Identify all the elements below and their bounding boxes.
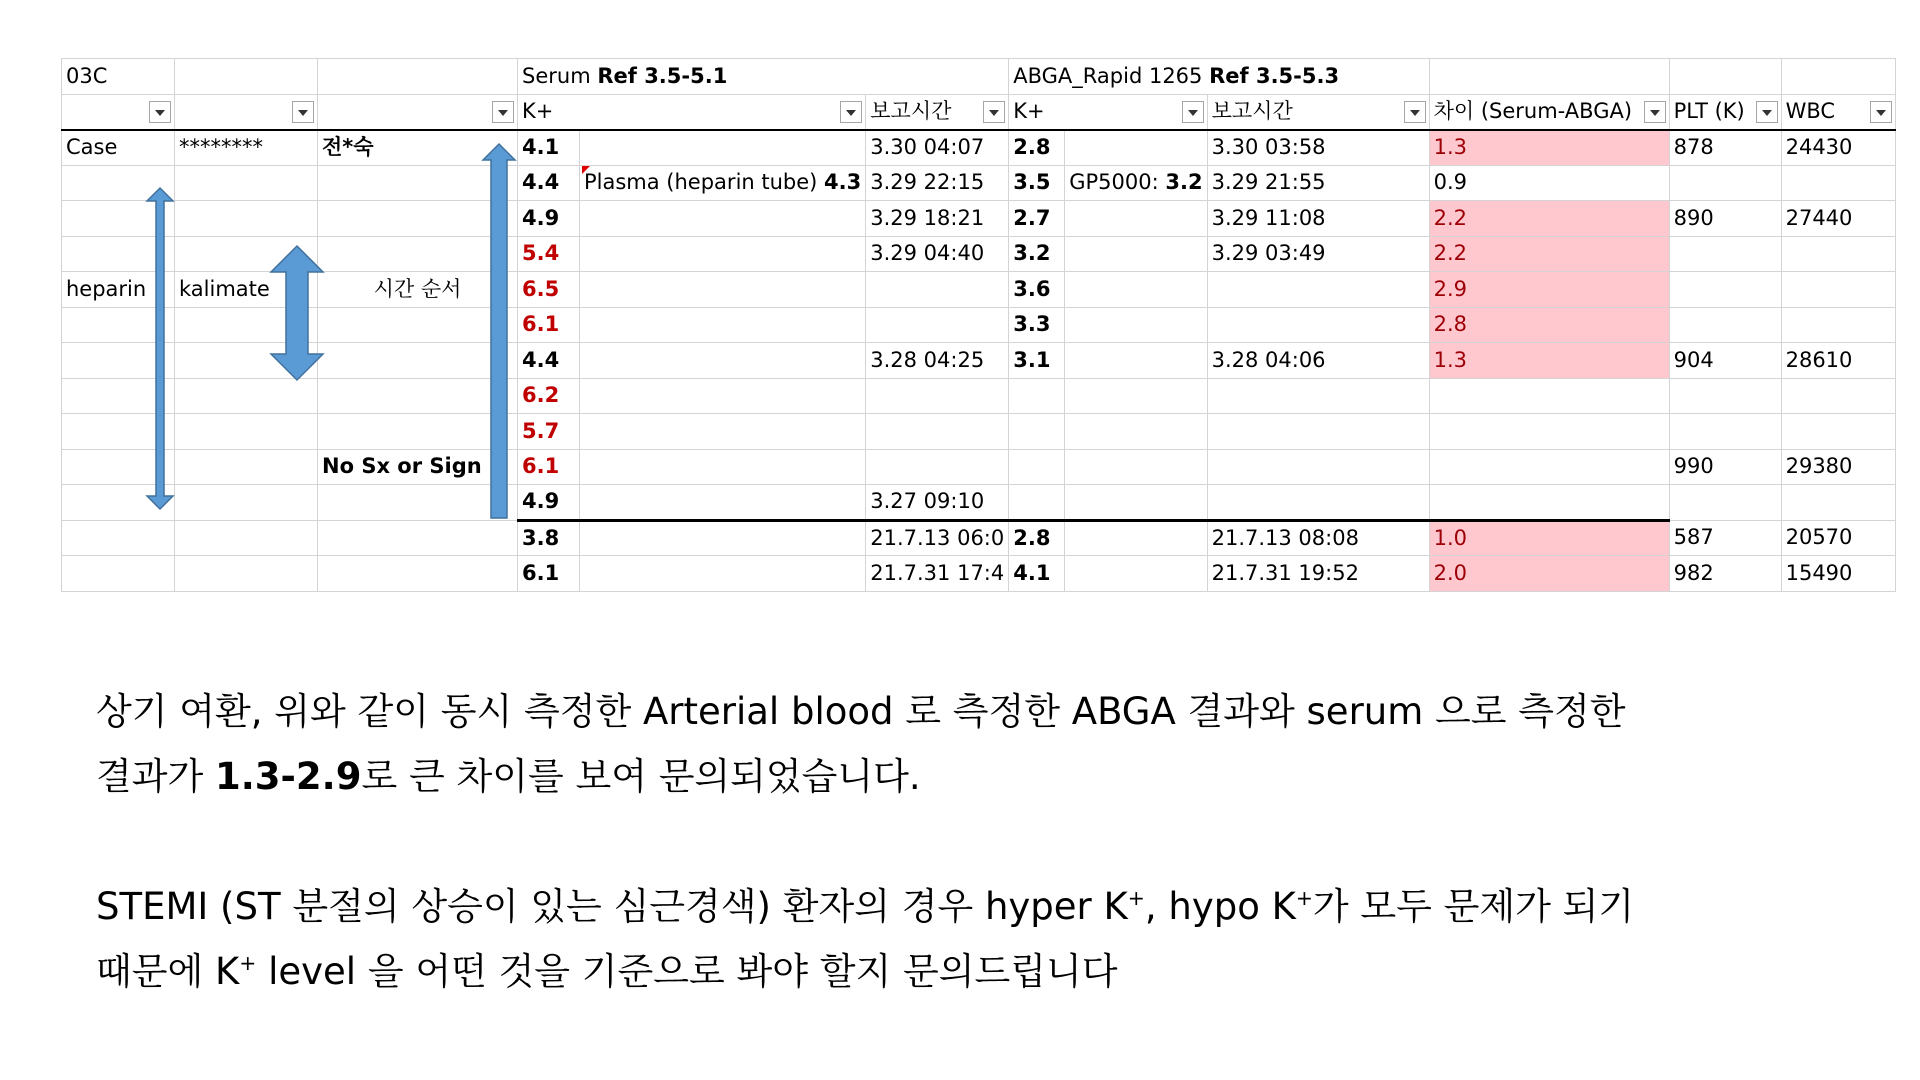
serum-note-cell[interactable] [580,343,866,379]
serum-note-cell[interactable] [580,378,866,414]
table-row [62,130,1896,166]
diff-value[interactable]: 2.8 [1429,307,1669,343]
abga-note-cell[interactable]: GP5000: 3.2 [1065,165,1207,201]
serum-k-value[interactable]: 4.4 [518,165,580,201]
header-plt[interactable]: PLT (K) [1669,94,1781,130]
serum-ref-header[interactable]: Serum Ref 3.5-5.1 [518,59,1009,95]
cell-col-b[interactable] [175,414,318,450]
cell-col-b[interactable] [175,520,318,556]
plt-value[interactable] [1669,165,1781,201]
abga-k-value[interactable]: 3.2 [1009,236,1065,272]
serum-report-time[interactable]: 3.29 18:21 [866,201,1009,237]
abga-report-time[interactable]: 3.30 03:58 [1207,130,1429,166]
abga-note-cell[interactable] [1065,272,1207,308]
table-row [62,272,1896,308]
abga-report-time[interactable]: 21.7.31 19:52 [1207,556,1429,592]
table-row [62,520,1896,556]
abga-k-value[interactable] [1009,378,1065,414]
cell-col-a[interactable] [62,414,175,450]
diff-value[interactable] [1429,378,1669,414]
serum-k-value[interactable]: 6.2 [518,378,580,414]
serum-k-value[interactable]: 3.8 [518,520,580,556]
plt-value[interactable]: 890 [1669,201,1781,237]
table-row [62,556,1896,592]
cell-col-b[interactable] [175,201,318,237]
filter-dropdown-icon[interactable] [1182,101,1204,123]
header-wbc[interactable]: WBC [1781,94,1895,130]
serum-k-value[interactable]: 4.4 [518,343,580,379]
abga-note-cell[interactable] [1065,556,1207,592]
serum-note-cell[interactable] [580,201,866,237]
wbc-value[interactable] [1781,485,1895,521]
abga-note-cell[interactable] [1065,343,1207,379]
abga-report-time[interactable]: 3.28 04:06 [1207,343,1429,379]
cell-col-c[interactable] [318,520,518,556]
cell-col-c[interactable] [318,414,518,450]
serum-note-cell[interactable]: Plasma (heparin tube) 4.3 [580,165,866,201]
abga-k-value[interactable] [1009,485,1065,521]
cell-col-b[interactable] [175,556,318,592]
serum-note-cell[interactable] [580,414,866,450]
cell-col-a[interactable] [62,520,175,556]
abga-k-value[interactable] [1009,449,1065,485]
diff-value[interactable]: 0.9 [1429,165,1669,201]
serum-k-value[interactable]: 6.1 [518,307,580,343]
abga-k-value[interactable]: 3.6 [1009,272,1065,308]
header-col-c[interactable] [318,94,518,130]
header-diff[interactable]: 차이 (Serum-ABGA) [1429,94,1669,130]
serum-report-time[interactable] [866,307,1009,343]
wbc-value[interactable] [1781,414,1895,450]
serum-k-value[interactable]: 5.7 [518,414,580,450]
wbc-value[interactable] [1781,378,1895,414]
filter-dropdown-icon[interactable] [492,101,514,123]
cell-col-c[interactable] [318,236,518,272]
diff-value[interactable]: 2.2 [1429,236,1669,272]
serum-k-value[interactable]: 4.9 [518,201,580,237]
cell-col-b[interactable] [175,378,318,414]
abga-k-value[interactable] [1009,414,1065,450]
filter-dropdown-icon[interactable] [840,101,862,123]
header-k-serum[interactable]: K+ [518,94,866,130]
spreadsheet-table [61,58,1896,592]
cell-col-c[interactable] [318,201,518,237]
serum-note-cell[interactable] [580,449,866,485]
plt-value[interactable]: 878 [1669,130,1781,166]
cell-col-c[interactable]: 시간 순서 [318,272,518,308]
serum-note-cell[interactable] [580,520,866,556]
abga-k-value[interactable]: 3.5 [1009,165,1065,201]
abga-report-time[interactable] [1207,449,1429,485]
abga-note-cell[interactable] [1065,414,1207,450]
diff-value[interactable]: 2.9 [1429,272,1669,308]
table-row [62,414,1896,450]
cell-col-c[interactable] [318,343,518,379]
cell-col-a[interactable] [62,485,175,521]
abga-report-time[interactable] [1207,272,1429,308]
abga-k-value[interactable]: 2.8 [1009,130,1065,166]
plt-value[interactable] [1669,378,1781,414]
diff-value[interactable]: 2.0 [1429,556,1669,592]
serum-note-cell[interactable] [580,556,866,592]
plt-value[interactable]: 990 [1669,449,1781,485]
table-header-row [62,94,1896,130]
diff-value[interactable] [1429,414,1669,450]
serum-k-value[interactable]: 5.4 [518,236,580,272]
cell-col-b[interactable] [175,165,318,201]
cell-col-a[interactable] [62,165,175,201]
wbc-value[interactable] [1781,272,1895,308]
abga-report-time[interactable]: 21.7.13 08:08 [1207,520,1429,556]
cell-col-a[interactable] [62,378,175,414]
filter-dropdown-icon[interactable] [1756,101,1778,123]
cell-col-a[interactable] [62,201,175,237]
wbc-value[interactable]: 15490 [1781,556,1895,592]
serum-k-value[interactable]: 6.1 [518,449,580,485]
abga-note-cell[interactable] [1065,378,1207,414]
diff-value[interactable]: 1.3 [1429,343,1669,379]
plt-value[interactable]: 587 [1669,520,1781,556]
cell-col-a[interactable]: heparin [62,272,175,308]
wbc-value[interactable]: 20570 [1781,520,1895,556]
cell-col-b[interactable]: ******** [175,130,318,166]
header-k-abga[interactable]: K+ [1009,94,1207,130]
serum-note-cell[interactable] [580,485,866,521]
wbc-value[interactable]: 29380 [1781,449,1895,485]
header-col-a[interactable] [62,94,175,130]
abga-note-cell[interactable] [1065,236,1207,272]
filter-dropdown-icon[interactable] [1404,101,1426,123]
serum-report-time[interactable]: 3.30 04:07 [866,130,1009,166]
wbc-value[interactable] [1781,307,1895,343]
cell-col-b[interactable] [175,343,318,379]
abga-report-time[interactable]: 3.29 21:55 [1207,165,1429,201]
table-row [62,165,1896,201]
abga-report-time[interactable] [1207,485,1429,521]
abga-report-time[interactable]: 3.29 03:49 [1207,236,1429,272]
abga-ref-header[interactable]: ABGA_Rapid 1265 Ref 3.5-5.3 [1009,59,1429,95]
serum-k-value[interactable]: 4.9 [518,485,580,521]
abga-k-value[interactable]: 3.3 [1009,307,1065,343]
header-report-time-1[interactable]: 보고시간 [866,94,1009,130]
serum-report-time[interactable]: 3.27 09:10 [866,485,1009,521]
cell-col-b[interactable] [175,485,318,521]
plt-value[interactable] [1669,236,1781,272]
plt-value[interactable] [1669,485,1781,521]
table-row [62,378,1896,414]
abga-note-cell[interactable] [1065,307,1207,343]
serum-note-cell[interactable] [580,130,866,166]
serum-report-time[interactable] [866,378,1009,414]
wbc-value[interactable]: 24430 [1781,130,1895,166]
serum-k-value[interactable]: 6.5 [518,272,580,308]
diff-value[interactable]: 1.3 [1429,130,1669,166]
plt-value[interactable] [1669,414,1781,450]
serum-note-cell[interactable] [580,236,866,272]
paragraph-1: 상기 여환, 위와 같이 동시 측정한 Arterial blood 로 측정한 ABGA 결과와 serum 으로 측정한 결과가 1.3-2.9로 큰 차이를 보여 문의되었습니다. [96,690,1626,798]
serum-report-time[interactable]: 3.28 04:25 [866,343,1009,379]
cell-col-b[interactable] [175,449,318,485]
filter-dropdown-icon[interactable] [1644,101,1666,123]
plt-value[interactable]: 982 [1669,556,1781,592]
plt-value[interactable]: 904 [1669,343,1781,379]
header-col-b[interactable] [175,94,318,130]
cell-title[interactable]: 03C [62,59,175,95]
table-row [62,343,1896,379]
abga-note-cell[interactable] [1065,201,1207,237]
wbc-value[interactable] [1781,165,1895,201]
serum-report-time[interactable] [866,414,1009,450]
plt-value[interactable] [1669,307,1781,343]
table-row [62,236,1896,272]
serum-k-value[interactable]: 4.1 [518,130,580,166]
paragraph-2: STEMI (ST 분절의 상승이 있는 심근경색) 환자의 경우 hyper K+, hypo K+가 모두 문제가 되기 때문에 K+ level 을 어떤 것을 기준으로 봐야 할지 문의드립니다 [96,885,1635,993]
plt-value[interactable] [1669,272,1781,308]
cell-col-c[interactable]: No Sx or Sign [318,449,518,485]
wbc-value[interactable]: 27440 [1781,201,1895,237]
abga-k-value[interactable]: 4.1 [1009,556,1065,592]
cell-col-c[interactable] [318,378,518,414]
cell-col-b[interactable]: kalimate [175,272,318,308]
wbc-value[interactable] [1781,236,1895,272]
cell-col-a[interactable] [62,556,175,592]
cell-col-c[interactable] [318,307,518,343]
filter-dropdown-icon[interactable] [149,101,171,123]
table-row [62,201,1896,237]
abga-report-time[interactable] [1207,378,1429,414]
serum-report-time[interactable]: 3.29 04:40 [866,236,1009,272]
cell-col-c[interactable] [318,556,518,592]
diff-value[interactable] [1429,485,1669,521]
cell-col-a[interactable] [62,307,175,343]
table-row [62,307,1896,343]
cell-col-b[interactable] [175,236,318,272]
abga-report-time[interactable] [1207,307,1429,343]
serum-report-time[interactable] [866,449,1009,485]
cell-col-a[interactable] [62,236,175,272]
serum-note-cell[interactable] [580,272,866,308]
table-row [62,485,1896,521]
cell-col-b[interactable] [175,307,318,343]
cell-col-a[interactable]: Case [62,130,175,166]
abga-k-value[interactable]: 2.7 [1009,201,1065,237]
serum-report-time[interactable]: 3.29 22:15 [866,165,1009,201]
serum-k-value[interactable]: 6.1 [518,556,580,592]
cell-col-a[interactable] [62,449,175,485]
cell-col-c[interactable]: 전*숙 [318,130,518,166]
abga-note-cell[interactable] [1065,485,1207,521]
abga-note-cell[interactable] [1065,449,1207,485]
abga-report-time[interactable] [1207,414,1429,450]
filter-dropdown-icon[interactable] [292,101,314,123]
filter-dropdown-icon[interactable] [1870,101,1892,123]
serum-report-time[interactable]: 21.7.31 17:4 [866,556,1009,592]
table-row [62,449,1896,485]
abga-report-time[interactable]: 3.29 11:08 [1207,201,1429,237]
abga-note-cell[interactable] [1065,520,1207,556]
cell-col-c[interactable] [318,485,518,521]
diff-value[interactable] [1429,449,1669,485]
abga-k-value[interactable]: 3.1 [1009,343,1065,379]
table-row [62,59,1896,95]
filter-dropdown-icon[interactable] [983,101,1005,123]
serum-report-time[interactable] [866,272,1009,308]
serum-note-cell[interactable] [580,307,866,343]
wbc-value[interactable]: 28610 [1781,343,1895,379]
diff-value[interactable]: 1.0 [1429,520,1669,556]
serum-report-time[interactable]: 21.7.13 06:0 [866,520,1009,556]
abga-note-cell[interactable] [1065,130,1207,166]
comment-indicator-icon [582,166,590,174]
cell-col-a[interactable] [62,343,175,379]
header-report-time-2[interactable]: 보고시간 [1207,94,1429,130]
diff-value[interactable]: 2.2 [1429,201,1669,237]
cell-col-c[interactable] [318,165,518,201]
abga-k-value[interactable]: 2.8 [1009,520,1065,556]
